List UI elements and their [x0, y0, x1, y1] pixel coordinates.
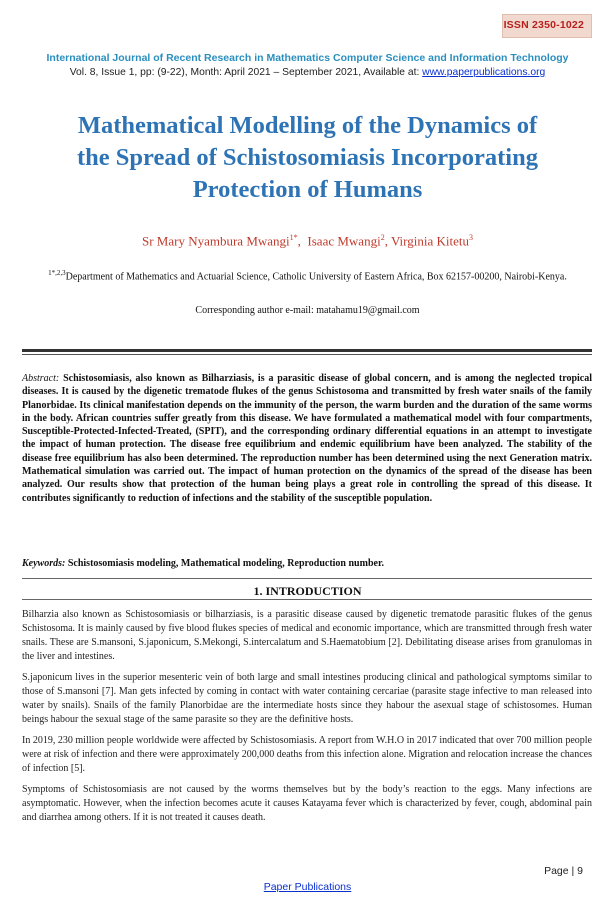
title-line-2: the Spread of Schistosomiasis Incorporating: [76, 144, 538, 171]
affiliation-sup: 1*,2,3: [48, 269, 66, 277]
paragraph-1: Bilharzia also known as Schistosomiasis or bilharziasis, is a parasitic disease caused by digenetic trematode parasitic flukes of the genus Schistosoma. It is mainly caused by five blood flukes species of medical and economic importance, which are transmitted through fresh water snails. These are S.mansoni, S.japonicum, S.Mekongi, S.intercalatum and S.Haematobium [2]. Debilitating disease arises from granulomas in the liver and intestines.: [22, 609, 592, 662]
affiliation-text: Department of Mathematics and Actuarial Science, Catholic University of Eastern Africa, Box 62157-00200, Nairobi-Kenya.: [65, 271, 567, 283]
abstract: [22, 372, 592, 505]
author-3-sup: 3: [469, 233, 474, 242]
paragraph-3: In 2019, 230 million people worldwide were affected by Schistosomiasis. A report from W.H.O in 2017 indicated that over 700 million people were at risk of infection and there were approximately 200,000 deaths from this infection alone. Migration and relocation increase the chances of infection [5].: [22, 735, 592, 774]
author-1-sup: 1*: [289, 233, 298, 242]
publisher-link[interactable]: Paper Publications: [263, 881, 352, 893]
corresponding-email: Corresponding author e-mail: matahamu19@gmail.com: [195, 305, 420, 316]
author-list: Sr Mary Nyambura Mwangi$^{1*}$, Isaac Mwangi$^2$, Virginia Kitetu$^3$: [141, 233, 474, 249]
journal-name: International Journal of Recent Research in Mathematics Computer Science and Information Technology: [46, 52, 569, 64]
abstract-label: Abstract:: [22, 373, 60, 384]
page-number: Page | 9: [544, 865, 583, 877]
divider-thick: [22, 349, 592, 352]
journal-volume-text: Vol. 8, Issue 1, pp: (9-22), Month: April 2021 – September 2021, Available at:: [69, 67, 423, 78]
author-1: Sr Mary Nyambura Mwangi: [141, 233, 290, 249]
paper-title: [20, 110, 595, 206]
section-title-introduction: 1. INTRODUCTION: [253, 584, 362, 598]
journal-website-link[interactable]: www.paperpublications.org: [422, 67, 546, 78]
abstract-text: Schistosomiasis, also known as Bilharziasis, is a parasitic disease of global concern, and is among the neglected tropical diseases. It is caused by the digenetic trematode flukes of the genus Schistosoma and transmitted by fresh water snails of the family Planorbidae. Its clinical manifestation depends on the immunity of the person, the warm burden and the duration of the same worms in the body. African countries suffer greatly from this disease. We have formulated a mathematical model with four compartments, Susceptible-Protected-Infected-Treated, (SPIT), and the corresponding ordinary differential equations in an attempt to investigate the impact of human protection. The disease free equilibrium and endemic equilibrium have been analyzed. The stability of the disease free equilibrium has also been determined. The reproduction number has been determined using the next Generation matrix. Mathematical simulation was carried out. The impact of human protection on the dynamics of the spread of the disease has been analyzed. Our results show that protection of the human being plays a great role in controlling the spread of this disease. It contributes significantly to reduction of infections and the stability of the susceptible population.: [22, 373, 593, 504]
paragraph-2: S.japonicum lives in the superior mesenteric vein of both large and small intestines producing clinical and pathological symptoms similar to those of S.mansoni [7]. Man gets infected by coming in contact with water containing cercariae (parasite stage infective to man released into water by snails). Snails of the family Planorbidae are the intermediate hosts since they habour the asexual stage of schistosomes. Human beings habour the sexual stage of the same parasite so they are the definitive hosts.: [22, 672, 592, 725]
issn-header: [0, 14, 592, 40]
journal-volume-line: [0, 67, 615, 78]
title-line-3: Protection of Humans: [192, 176, 423, 203]
affiliation: [30, 266, 585, 284]
keywords: [22, 558, 592, 569]
author-2: Isaac Mwangi: [307, 233, 381, 249]
keywords-label: Keywords:: [22, 558, 66, 569]
divider-thin: [22, 354, 592, 355]
author-2-sup: 2: [380, 233, 385, 242]
journal-header: [0, 52, 615, 78]
keywords-text: Schistosomiasis modeling, Mathematical modeling, Reproduction number.: [67, 558, 384, 569]
paragraph-4: Symptoms of Schistosomiasis are not caused by the worms themselves but by the body’s reaction to the eggs. Many infections are asymptomatic. However, when the infection becomes acute it causes Katayama fever which is characterized by fever, cough, abdominal pain and diarrhea among others. If it is not treated it causes death.: [22, 784, 592, 823]
title-line-1: Mathematical Modelling of the Dynamics of: [77, 112, 538, 139]
introduction-body: [22, 608, 592, 832]
issn-text: ISSN 2350-1022: [503, 19, 584, 31]
author-3: Virginia Kitetu: [390, 233, 470, 249]
